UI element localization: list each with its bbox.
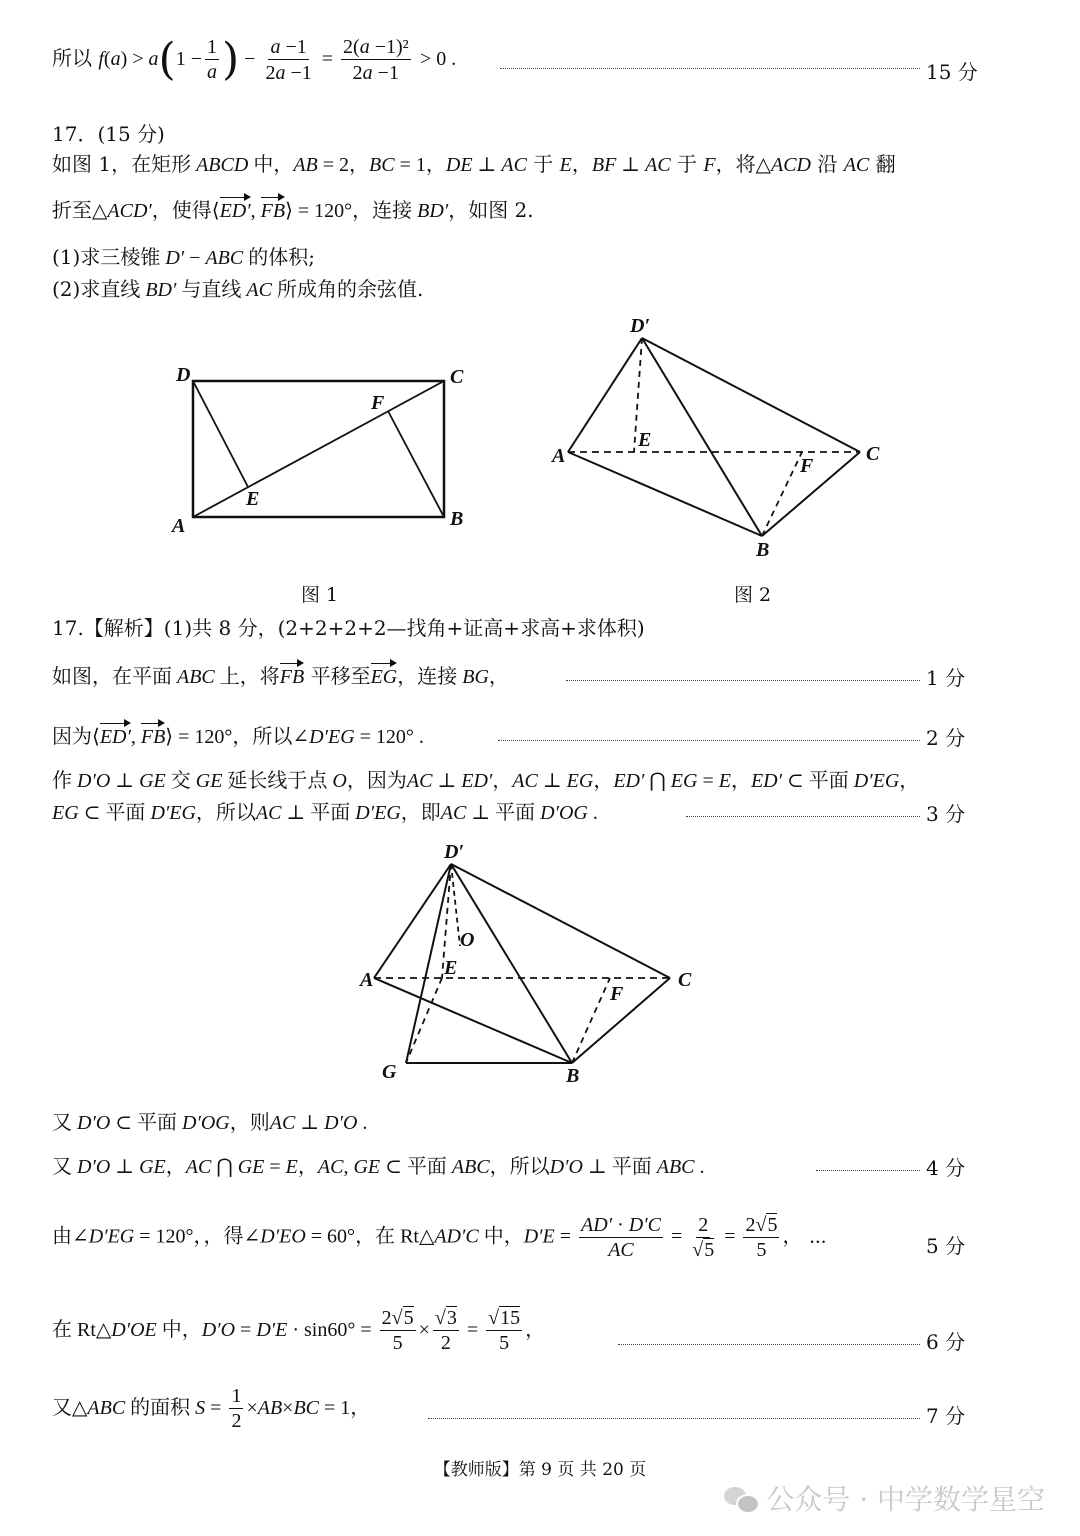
figure-3-solution xyxy=(356,838,716,1088)
score-line-top: 15 分 xyxy=(926,60,978,84)
score-step-1: 1 分 xyxy=(926,666,966,690)
svg-text:F: F xyxy=(800,455,814,477)
score-step-5: 4 分 xyxy=(926,1156,966,1180)
svg-text:D: D xyxy=(176,364,191,386)
svg-text:E: E xyxy=(444,957,458,979)
solution-header: 17.【解析】(1)共 8 分，(2+2+2+2—找角+证高+求高+求体积) xyxy=(52,616,645,640)
score-step-8: 7 分 xyxy=(926,1404,966,1428)
dots-step-8 xyxy=(428,1418,920,1419)
svg-text:A: A xyxy=(172,515,186,537)
solution-step-8: 又△ABC 的面积 S = $\frac{1}{2}$ ×AB×BC = 1， xyxy=(52,1385,371,1432)
svg-text:C: C xyxy=(450,366,464,388)
svg-text:C: C xyxy=(678,969,692,991)
score-step-7: 6 分 xyxy=(926,1330,966,1354)
figure-2-fold xyxy=(548,310,908,560)
dots-step-2 xyxy=(498,740,920,741)
figure-1-caption: 图 1 xyxy=(301,584,339,606)
svg-text:D′: D′ xyxy=(630,315,651,337)
solution-step-5: 又 D′O ⊥ GE，AC ⋂ GE = E，AC, GE ⊂ 平面 ABC，所以D′O ⊥ 平面 ABC . xyxy=(52,1154,705,1178)
svg-text:A: A xyxy=(360,969,374,991)
svg-text:B: B xyxy=(566,1065,580,1087)
wechat-icon xyxy=(724,1485,758,1511)
svg-text:E: E xyxy=(638,429,652,451)
figure-2-caption: 图 2 xyxy=(734,584,772,606)
svg-text:C: C xyxy=(866,443,880,465)
svg-text:A: A xyxy=(552,445,566,467)
dots-step-7 xyxy=(618,1344,920,1345)
question-1: (1)求三棱锥 D′ − ABC 的体积; xyxy=(52,245,315,269)
score-step-6: 5 分 xyxy=(926,1234,966,1258)
score-step-2: 2 分 xyxy=(926,726,966,750)
figure-1-rectangle xyxy=(160,355,500,555)
solution-step-2: 因为⟨ED′, FB⟩ = 120°，所以∠D′EG = 120° . xyxy=(52,724,424,748)
svg-text:B: B xyxy=(450,508,464,530)
svg-text:F: F xyxy=(371,392,385,414)
question-2: (2)求直线 BD′ 与直线 AC 所成角的余弦值. xyxy=(52,277,424,301)
svg-text:G: G xyxy=(382,1061,397,1083)
solution-step-7: 在 Rt△D′OE 中，D′O = D′E · sin60° = $\frac{2√5}{5}$ × $\frac{√3}{2}$ = $\frac{√15}{5}$ ， xyxy=(52,1307,546,1354)
solution-step-1: 如图，在平面 ABC 上，将FB 平移至EG，连接 BG， xyxy=(52,664,509,688)
dots-line-top xyxy=(500,68,920,69)
dots-step-1 xyxy=(566,680,920,681)
dots-step-5 xyxy=(816,1170,920,1171)
score-step-3: 3 分 xyxy=(926,802,966,826)
svg-text:F: F xyxy=(610,983,624,1005)
solution-step-3-line2: EG ⊂ 平面 D′EG，所以AC ⊥ 平面 D′EG，即AC ⊥ 平面 D′OG . xyxy=(52,800,598,824)
problem-stem-line2: 折至△ACD′，使得⟨ED′, FB⟩ = 120°，连接 BD′，如图 2. xyxy=(52,198,534,222)
watermark: 公众号 · 中学数学星空 xyxy=(724,1478,1045,1518)
svg-text:O: O xyxy=(460,929,475,951)
solution-step-6: 由∠D′EG = 120°，，得∠D′EO = 60°，在 Rt△AD′C 中，D′E = $\frac{AD' \cdot D'C}{AC}$ = $\frac{2}{√5}$ = $\frac{2√5}{5}$ ， ⋯ xyxy=(52,1213,827,1261)
dots-step-3 xyxy=(686,816,920,817)
solution-step-4: 又 D′O ⊂ 平面 D′OG，则AC ⊥ D′O . xyxy=(52,1110,368,1134)
solution-step-3-line1: 作 D′O ⊥ GE 交 GE 延长线于点 O，因为AC ⊥ ED′，AC ⊥ EG，ED′ ⋂ EG = E，ED′ ⊂ 平面 D′EG， xyxy=(52,768,920,792)
problem-stem-line1: 如图 1，在矩形 ABCD 中，AB = 2，BC = 1，DE ⊥ AC 于 E，BF ⊥ AC 于 F，将△ACD 沿 AC 翻 xyxy=(52,152,896,176)
svg-text:B: B xyxy=(756,539,770,560)
problem-number: 17．(15 分) xyxy=(52,122,165,146)
svg-text:E: E xyxy=(246,488,260,510)
line-top: 所以 f(a) > a(1 − $\frac{1}{a}$ ) − $\frac{a -1}{2a -1}$ = $\frac{\text{2(a −1)²}}{2a -1}$ > 0 . xyxy=(52,34,457,85)
page-footer: 【教师版】第 9 页 共 20 页 xyxy=(433,1460,647,1480)
svg-text:D′: D′ xyxy=(444,841,465,863)
